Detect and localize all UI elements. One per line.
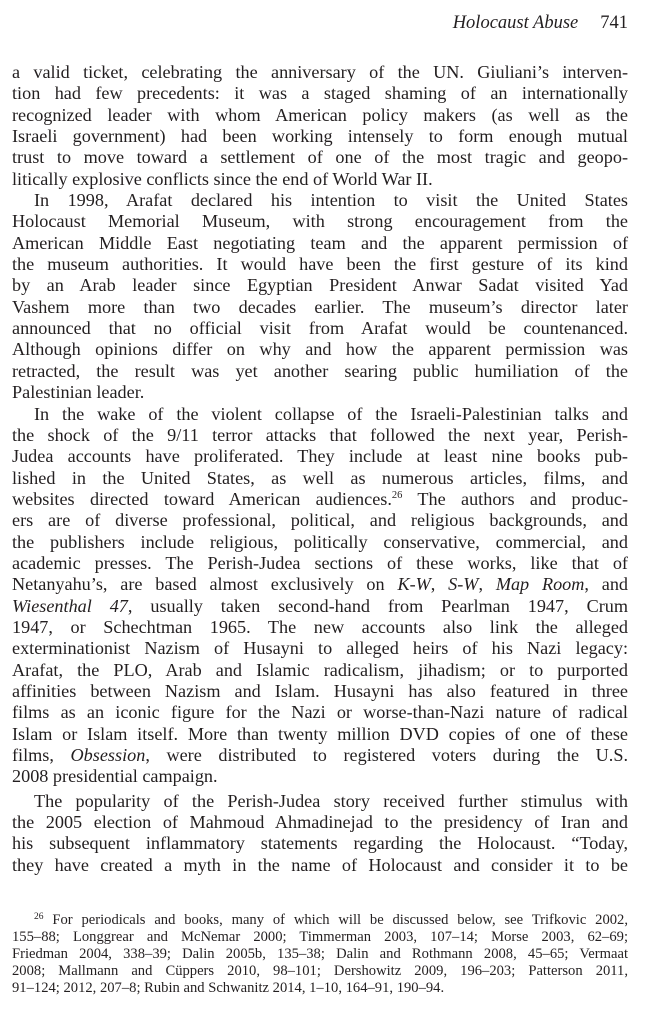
work-title: Obsession (70, 745, 146, 765)
text-line: the shock of the 9/11 terror attacks that followed the next year, Perish- (12, 424, 628, 445)
text-line: they have created a myth in the name of Holocaust and consider it to be (12, 854, 628, 875)
work-title: K-W (397, 574, 431, 595)
text-line: Although opinions differ on why and how the apparent permission was (12, 339, 628, 360)
footnote (12, 912, 628, 997)
text-line: a valid ticket, celebrating the anniversary of the UN. Giuliani’s interven- (12, 62, 628, 82)
work-title: Map Room (495, 574, 585, 595)
footnote-line: 155–88; Longgrear and McNemar 2000; Timmerman 2003, 107–14; Morse 2003, 62–69; (12, 929, 628, 945)
paragraph (12, 62, 628, 190)
text-line: Vashem more than two decades earlier. The museum’s director later (12, 296, 628, 317)
text-segment: For periodicals and books, many of which will be discussed below, see Trifkovic 2002, (52, 912, 628, 928)
footnote-reference[interactable]: 26 (391, 489, 403, 501)
text-segment: , (430, 574, 449, 595)
text-line: Islam or Islam itself. More than twenty million DVD copies of one of these (12, 723, 628, 744)
text-segment: films, (12, 745, 54, 765)
text-line: retracted, the result was yet another searing public humiliation of the (12, 360, 628, 381)
footnote-line: 91–124; 2012, 207–8; Rubin and Schwanitz 2014, 1–10, 164–91, 190–94. (12, 980, 445, 996)
text-line: exterminationist Nazism of Husayni to alleged heirs of his Nazi legacy: (12, 638, 628, 659)
paragraph (12, 791, 628, 876)
text-line (12, 596, 628, 617)
text-line: The popularity of the Perish-Judea story received further stimulus with (34, 790, 628, 811)
text-line: films as an iconic figure for the Nazi or worse-than-Nazi nature of radical (12, 702, 628, 723)
text-line: Arafat, the PLO, Arab and Islamic radicalism, jihadism; or to purported (12, 659, 628, 680)
text-line: recognized leader with whom American policy makers (as well as the (12, 104, 628, 125)
text-line: litically explosive conflicts since the end of World War II. (12, 168, 433, 189)
text-line: trust to move toward a settlement of one of the most tragic and geopo- (12, 147, 628, 168)
text-segment: , (127, 595, 133, 616)
text-line: Judea accounts have proliferated. They include at least nine books pub- (12, 446, 628, 467)
body-text (12, 62, 628, 876)
footnote-line: Friedman 2004, 338–39; Dalin 2005b, 135–38; Dalin and Rothmann 2008, 45–65; Vermaat (12, 946, 628, 962)
text-line: academic presses. The Perish-Judea sections of these works, like that of (12, 552, 628, 573)
text-line: affinities between Nazism and Islam. Husayni has also featured in three (12, 680, 628, 701)
text-segment: , were distributed to registered voters during the U.S. (145, 745, 628, 765)
page-number: 741 (600, 13, 628, 33)
text-segment: , and (584, 574, 629, 595)
text-segment: usually taken second-hand from Pearlman 1947, Crum (150, 595, 628, 616)
text-line: by an Arab leader since Egyptian President Anwar Sadat visited Yad (12, 275, 628, 296)
text-line: Israeli government) had been working intensely to form enough mutual (12, 126, 628, 147)
text-line: the publishers include religious, politically conservative, commercial, and (12, 531, 628, 552)
footnote-number: 26 (34, 912, 44, 922)
work-title: S-W (448, 574, 479, 595)
text-line: lished in the United States, as well as numerous articles, films, and (12, 467, 628, 488)
text-line: In 1998, Arafat declared his intention to visit the United States (34, 190, 628, 211)
text-line: the 2005 election of Mahmoud Ahmadinejad to the presidency of Iran and (12, 812, 628, 833)
text-line: Palestinian leader. (12, 382, 145, 403)
text-line (12, 574, 628, 595)
text-line: In the wake of the violent collapse of the Israeli-Palestinian talks and (34, 403, 628, 424)
footnotes (12, 912, 628, 997)
text-line: announced that no official visit from Arafat would be countenanced. (12, 318, 628, 339)
text-segment: The authors and produc- (417, 488, 629, 509)
text-line: the museum authorities. It would have been the first gesture of its kind (12, 254, 628, 275)
text-line (12, 745, 628, 766)
text-line: 2008 presidential campaign. (12, 766, 218, 787)
footnote-line: 2008; Mallmann and Cüppers 2010, 98–101; Dershowitz 2009, 196–203; Patterson 2011, (12, 963, 628, 979)
page-header (453, 13, 628, 35)
text-segment: Netanyahu’s, are based almost exclusively on (12, 574, 385, 595)
work-title: Wiesenthal 47 (12, 595, 128, 616)
text-segment: , (478, 574, 496, 595)
running-head: Holocaust Abuse (452, 13, 579, 33)
text-line (12, 489, 628, 510)
paragraph (12, 404, 628, 788)
footnote-line (12, 912, 628, 929)
text-segment: websites directed toward American audiences. (12, 488, 392, 509)
text-line: Holocaust Memorial Museum, with strong encouragement from the (12, 211, 628, 232)
paragraph (12, 190, 628, 403)
text-line: 1947, or Schechtman 1965. The new accounts also link the alleged (12, 616, 628, 637)
text-line: American Middle East negotiating team and the apparent permission of (12, 232, 628, 253)
text-line: his subsequent inflammatory statements regarding the Holocaust. “Today, (12, 833, 628, 854)
text-line: tion had few precedents: it was a staged shaming of an internationally (12, 83, 628, 104)
text-line: ers are of diverse professional, political, and religious backgrounds, and (12, 510, 628, 531)
